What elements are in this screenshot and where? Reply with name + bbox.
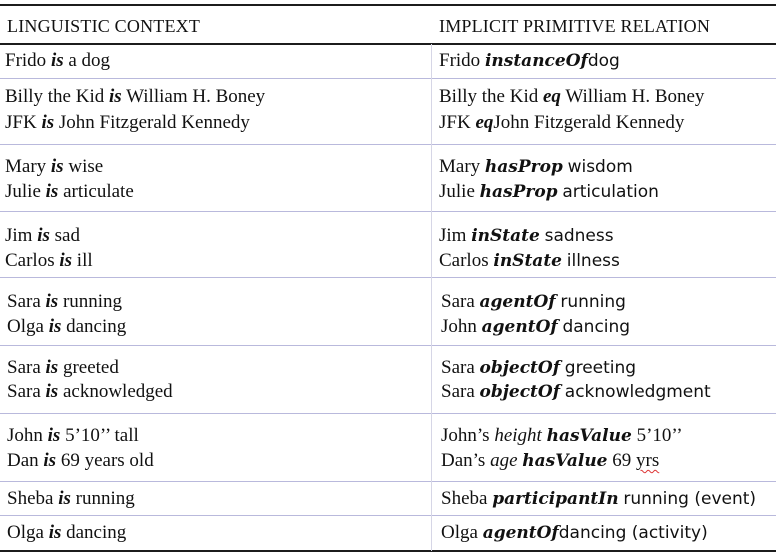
context-line [5,48,110,73]
copula: is [50,50,64,71]
copula: is [59,250,73,271]
relation-line [441,314,630,340]
row-divider [0,144,776,145]
copula: is [45,381,59,402]
relation-name: objectOf [479,358,561,378]
subject: Sara [441,381,475,402]
predicate: running [62,291,123,312]
relation-name: inState [471,226,540,246]
relation-name: hasProp [479,182,558,202]
subject: Sara [7,357,41,378]
relation-line [441,289,626,315]
object: dancing [562,317,631,337]
row-divider [0,277,776,278]
subject: Billy the Kid [439,86,539,107]
row-divider [0,211,776,212]
subject: Jim [5,225,33,246]
object: articulation [562,182,659,202]
subject: Sheba [441,488,488,509]
subject: Frido [439,50,481,71]
subject: Carlos [5,250,55,271]
subject: John [441,316,477,337]
relation-line [439,179,659,205]
copula: is [48,522,62,543]
copula: is [50,156,64,177]
object: greeting [564,358,637,378]
row-divider [0,345,776,346]
column-divider [431,44,432,551]
context-line [7,448,154,473]
relation-name: objectOf [479,382,561,402]
relation-name: hasValue [522,451,608,471]
subject: Olga [7,522,44,543]
subject: Mary [5,156,47,177]
subject: Mary [439,156,481,177]
relation-name: eq [542,86,561,107]
object: acknowledgment [564,382,711,402]
relation-line [439,154,633,180]
relation-line [439,48,620,74]
predicate: dancing [66,522,127,543]
subject: Jim [439,225,467,246]
attribute: height [494,425,542,446]
relation-line [441,355,636,381]
object: dog [587,51,620,71]
relation-name: agentOf [481,317,558,337]
subject: Sara [441,357,475,378]
copula: is [37,225,50,246]
relation-line [439,84,704,109]
context-line [5,223,80,248]
predicate: wise [68,156,104,177]
copula: is [43,450,57,471]
predicate: sad [54,225,80,246]
subject: Billy the Kid [5,86,105,107]
subject: Dan [7,450,39,471]
context-line [7,486,135,511]
copula: is [41,112,55,133]
object: sadness [544,226,614,246]
subject: Julie [439,181,475,202]
relation-line [439,223,614,249]
subject: Sara [7,381,41,402]
context-line [5,154,103,179]
subject: Sheba [7,488,54,509]
row-divider [0,515,776,516]
predicate: articulate [63,181,134,202]
subject: Olga [7,316,44,337]
predicate: running [75,488,135,509]
context-line [7,423,139,448]
context-line [7,520,126,545]
subject: John’s [441,425,490,446]
relation-name: agentOf [479,292,556,312]
context-line [5,179,134,204]
object: wisdom [567,157,633,177]
row-divider [0,78,776,79]
relation-name: hasProp [484,157,563,177]
copula: is [45,291,59,312]
object: 5’10’’ [636,425,683,446]
predicate: acknowledged [62,381,173,402]
row-divider [0,481,776,482]
predicate: 5’10’’ tall [65,425,139,446]
header-rule [0,43,776,45]
copula: is [45,181,59,202]
object: John Fitzgerald Kennedy [493,112,685,133]
context-line [7,379,173,404]
subject: Sara [441,291,475,312]
relation-name: instanceOf [484,51,588,71]
subject: John [7,425,43,446]
table-top-rule [0,4,776,6]
object: dancing (activity) [558,523,708,543]
predicate: John Fitzgerald Kennedy [58,112,250,133]
relation-line [439,248,620,274]
object: William H. Boney [565,86,705,107]
relation-line [441,448,659,474]
subject: Dan’s [441,450,486,471]
predicate: dancing [66,316,127,337]
relation-name: eq [475,112,494,133]
copula: is [48,316,62,337]
header-implicit-primitive-relation: IMPLICIT PRIMITIVE RELATION [439,16,711,36]
subject: Julie [5,181,41,202]
subject: Carlos [439,250,489,271]
row-divider [0,413,776,414]
subject: Olga [441,522,478,543]
predicate: ill [76,250,93,271]
relation-line [441,520,708,546]
relation-name: participantIn [492,489,619,509]
object: running (event) [623,489,757,509]
header-linguistic-context: LINGUISTIC CONTEXT [7,16,201,36]
context-line [7,355,119,380]
attribute: age [490,450,518,471]
table-bottom-rule [0,550,776,552]
relation-line [441,486,756,512]
copula: is [58,488,71,509]
relation-name: hasValue [546,426,632,446]
subject: Frido [5,50,47,71]
subject: JFK [439,112,471,133]
subject: Sara [7,291,41,312]
predicate: William H. Boney [126,86,266,107]
context-line [5,110,250,135]
copula: is [108,86,122,107]
relation-line [439,110,684,135]
relation-name: agentOf [482,523,559,543]
context-line [7,314,126,339]
copula: is [45,357,59,378]
context-line [5,248,93,273]
predicate: greeted [62,357,119,378]
predicate: a dog [68,50,111,71]
object: running [560,292,626,312]
copula: is [47,425,61,446]
relation-line [441,379,711,405]
object: illness [566,251,620,271]
relation-line [441,423,683,449]
subject: JFK [5,112,37,133]
context-line [7,289,122,314]
predicate: 69 years old [60,450,154,471]
context-line [5,84,265,109]
object-unit: yrs [636,450,660,471]
relation-name: inState [493,251,562,271]
object: 69 [612,450,632,471]
